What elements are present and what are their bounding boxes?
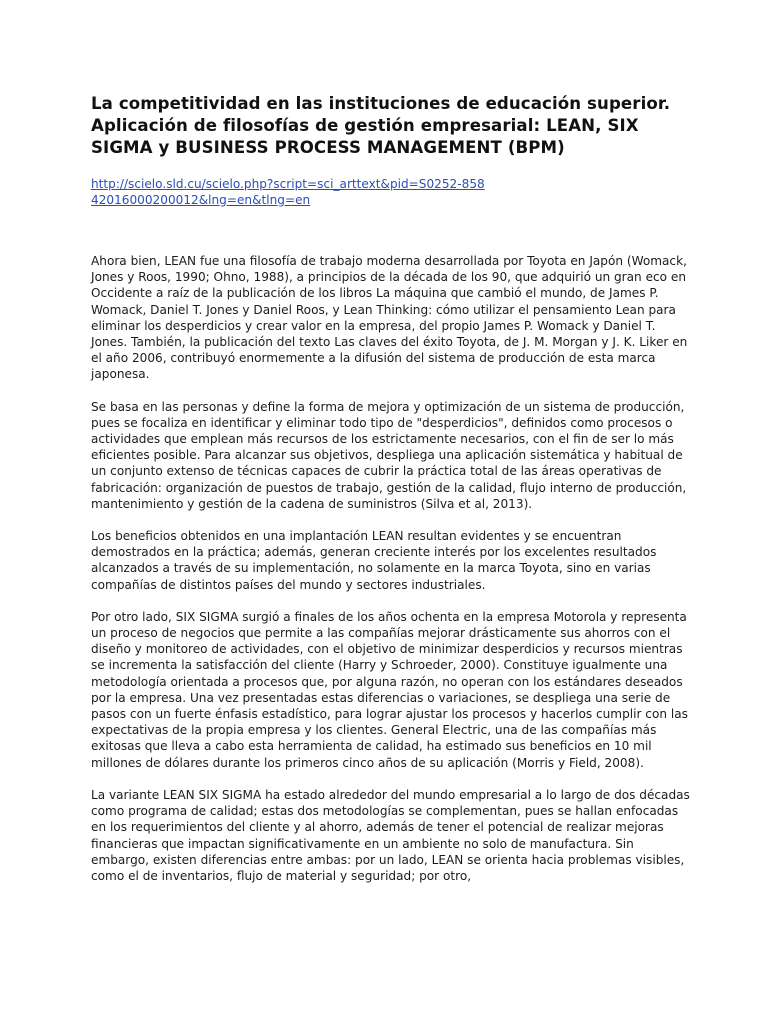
document-body bbox=[91, 253, 691, 884]
source-link[interactable]: http://scielo.sld.cu/scielo.php?script=sci_arttext&pid=S0252-85842016000200012&lng=en&tlng=en bbox=[91, 177, 485, 207]
paragraph-3: Los beneficios obtenidos en una implantación LEAN resultan evidentes y se encuentran demostrados en la práctica; además, generan creciente interés por los excelentes resultados alcanzados a través de su implementación, no solamente en la marca Toyota, sino en varias compañías de distintos países del mundo y sectores industriales. bbox=[91, 529, 657, 592]
paragraph-1: Ahora bien, LEAN fue una filosofía de trabajo moderna desarrollada por Toyota en Japón (Womack, Jones y Roos, 1990; Ohno, 1988), a principios de la década de los 90, que adquirió un gran eco en Occidente a raíz de la publicación de los libros La máquina que cambió el mundo, de James P. Womack, Daniel T. Jones y Daniel Roos, y Lean Thinking: cómo utilizar el pensamiento Lean para eliminar los desperdicios y crear valor en la empresa, del propio James P. Womack y Daniel T. Jones. También, la publicación del texto Las claves del éxito Toyota, de J. M. Morgan y J. K. Liker en el año 2006, contribuyó enormemente a la difusión del sistema de producción de esta marca japonesa. bbox=[91, 254, 688, 382]
paragraph-2: Se basa en las personas y define la forma de mejora y optimización de un sistema de producción, pues se focaliza en identificar y eliminar todo tipo de "desperdicios", definidos como procesos o actividades que emplean más recursos de los estrictamente necesarios, con el fin de ser lo más eficientes posible. Para alcanzar sus objetivos, despliega una aplicación sistemática y habitual de un conjunto extenso de técnicas capaces de cubrir la práctica total de las áreas operativas de fabricación: organización de puestos de trabajo, gestión de la calidad, flujo interno de producción, mantenimiento y gestión de la cadena de suministros (Silva et al, 2013). bbox=[91, 399, 687, 511]
paragraph-4: Por otro lado, SIX SIGMA surgió a finales de los años ochenta en la empresa Motorola y representa un proceso de negocios que permite a las compañías mejorar drásticamente sus ahorros con el diseño y monitoreo de actividades, con el objetivo de minimizar desperdicios y recursos mientras se incrementa la satisfacción del cliente (Harry y Schroeder, 2000). Constituye igualmente una metodología orientada a procesos que, por alguna razón, no operan con los estándares deseados por la empresa. Una vez presentadas estas diferencias o variaciones, se despliega una serie de pasos con un fuerte énfasis estadístico, para lograr ajustar los procesos y hacerlos cumplir con las expectativas de la propia empresa y los clientes. General Electric, una de las compañías más exitosas que lleva a cabo esta herramienta de calidad, ha estimado sus beneficios en 10 mil millones de dólares durante los primeros cinco años de su aplicación (Morris y Field, 2008). bbox=[91, 609, 688, 770]
document-page bbox=[91, 93, 691, 900]
document-title: La competitividad en las instituciones de educación superior. Aplicación de filosofías de gestión empresarial: LEAN, SIX SIGMA y BUSINESS PROCESS MANAGEMENT (BPM) bbox=[91, 94, 671, 157]
paragraph-5: La variante LEAN SIX SIGMA ha estado alrededor del mundo empresarial a lo largo de dos décadas como programa de calidad; estas dos metodologías se complementan, pues se hallan enfocadas en los requerimientos del cliente y al ahorro, además de tener el potencial de realizar mejoras financieras que impactan significativamente en un ambiente no solo de manufactura. Sin embargo, existen diferencias entre ambas: por un lado, LEAN se orienta hacia problemas visibles, como el de inventarios, flujo de material y seguridad; por otro, bbox=[91, 787, 690, 883]
